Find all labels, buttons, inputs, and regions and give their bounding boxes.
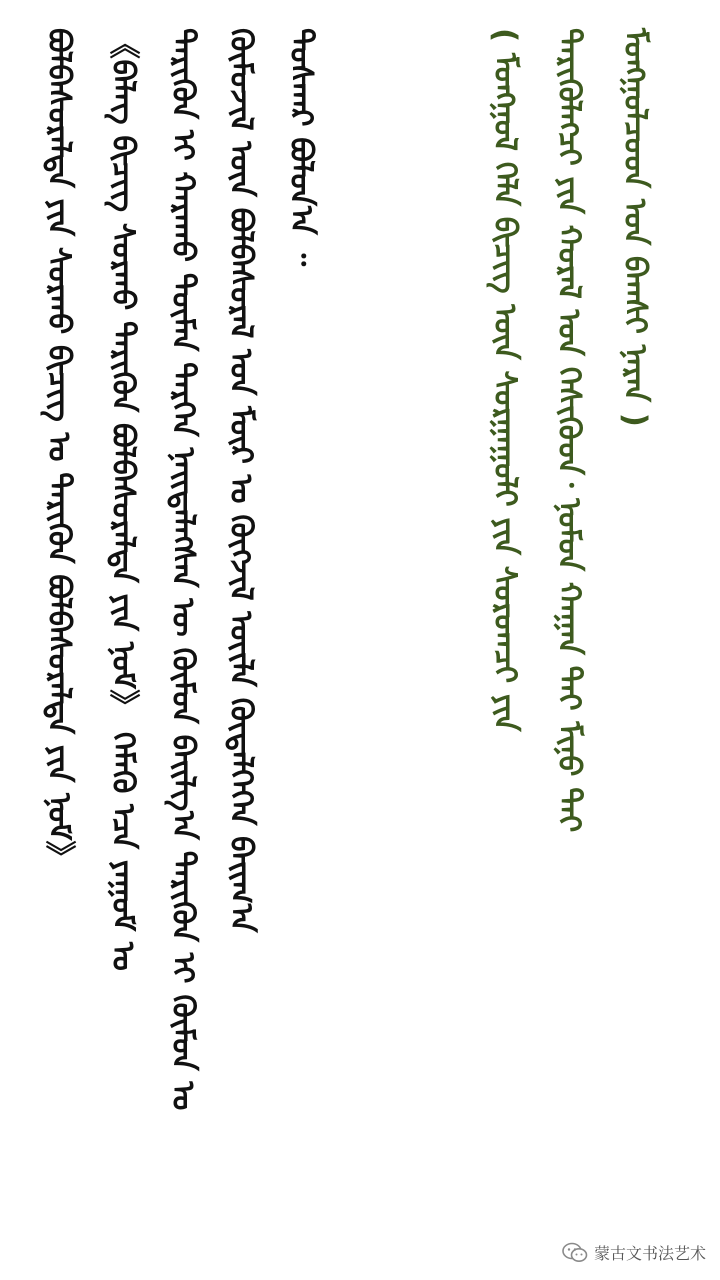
author-column-2: ᠲᠡᠷᠢᠭᠦᠯᠡᠭᠴᠢ ᠶᠢᠨ ᠬᠤᠷᠠᠯ ᠤᠨ ᠭᠡᠰᠢᠭᠦᠳ᠂ ᠨᠣᠮᠤᠨ ᠬᠠᠭᠠᠨ ᠲᠠᠢ ᠮᠢᠨᠦ ᠲᠠᠢ xyxy=(551,28,587,833)
watermark xyxy=(562,1241,706,1264)
author-column-3: ᠮᠣᠩᠭᠣᠯᠴᠤᠳ ᠤᠨ ᠪᠠᠭᠰᠢ ᠨᠠᠷᠠᠨ ) xyxy=(617,28,653,427)
text-column-4: ᠬᠦᠮᠦᠵᠢᠯ ᠦᠨ ᠪᠤᠯᠪᠠᠰᠤᠷᠠᠯ ᠤᠨ ᠮᠦᠷ ᠤ ᠬᠥᠭᠵᠢᠯ ᠦᠢᠯᠡ ᠬᠥᠳᠡᠯᠭᠡᠭᠡᠨ ᠪᠠᠢᠭ᠎ᠠ xyxy=(223,28,259,933)
author-column-1: ( ᠮᠣᠩᠭᠣᠯ ᠬᠡᠯᠡ ᠪᠢᠴᠢᠭ ᠦᠨ ᠰᠤᠷᠭᠠᠭᠤᠯᠢ ᠶᠢᠨ ᠰᠤᠷᠤᠭᠴᠢ ᠶᠢᠨ xyxy=(487,28,523,732)
text-column-3: ᠲᠡᠷᠢᠭᠦᠨ ᠢ ᠬᠠᠷᠠᠬᠤ ᠲᠦᠮᠡᠨ ᠲᠡᠷᠬᠡᠨ ᠨᠡᠢᠲᠡᠯᠡᠭᠰᠡᠨ ᠦ ᠬᠦᠮᠦᠨ ᠪᠠᠢᠯᠭ᠎ᠠ ᠲᠡᠷᠢᠭᠦᠨ ᠢ ᠬᠦᠮᠦᠨ ᠤ xyxy=(165,28,201,1111)
text-column-5: ᠲᠤᠰᠬᠠᠷ ᠪᠣᠯᠤᠨ᠎ᠠ ᠃ xyxy=(283,28,319,266)
text-column-2: 《ᠪᠡᠯᠡᠭ ᠪᠢᠴᠢᠭ ᠰᠤᠷᠬᠤ ᠲᠡᠷᠢᠭᠦᠨ ᠪᠤᠯᠪᠠᠰᠤᠷᠠᠯᠲᠠ ᠶᠢᠨ ᠨᠣᠮ》 ᠬᠡᠮᠡᠬᠦ ᠡᠴᠡ ᠶᠠᠭᠤᠮ ᠤ xyxy=(105,28,141,971)
text-column-1: ᠪᠣᠯᠪᠠᠰᠤᠷᠠᠯᠲᠠ ᠶᠢᠨ ᠰᠤᠷᠬᠤ ᠪᠢᠴᠢᠭ ᠤ ᠲᠡᠷᠢᠭᠦᠨ ᠪᠤᠯᠪᠠᠰᠤᠷᠠᠯᠲᠠ ᠶᠢᠨ ᠨᠣᠮ》 xyxy=(41,28,77,872)
watermark-text: 蒙古文书法艺术 xyxy=(593,1244,706,1263)
wechat-icon xyxy=(562,1242,588,1264)
